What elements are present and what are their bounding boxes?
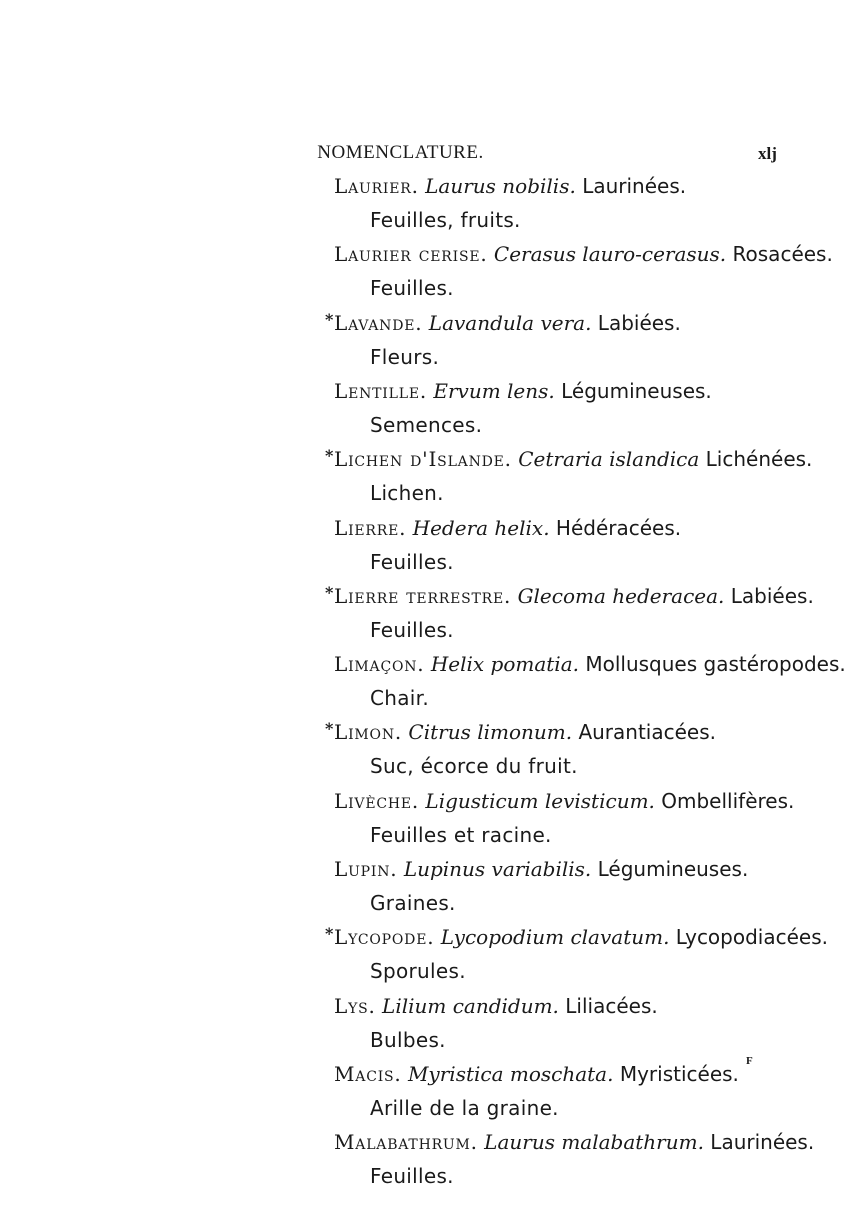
common-name: Malabathrum.: [334, 1130, 478, 1155]
entry-heading: [334, 446, 812, 472]
plant-family: Mollusques gastéropodes.: [585, 652, 846, 677]
asterisk-mark: *: [325, 309, 334, 329]
plant-family: Laurinées.: [582, 174, 687, 198]
latin-name: Lilium candidum.: [382, 993, 559, 1018]
latin-name: Lycopodium clavatum.: [440, 925, 670, 950]
common-name: Lentille.: [334, 378, 427, 403]
used-part: Sporules.: [370, 959, 466, 984]
asterisk-mark: *: [325, 924, 334, 944]
entry-heading: [334, 651, 846, 677]
used-part: Feuilles.: [370, 1164, 454, 1189]
latin-name: Glecoma hederacea.: [517, 583, 725, 608]
plant-family: Hédéracées.: [555, 515, 682, 540]
latin-name: Laurus nobilis.: [425, 174, 576, 198]
plant-family: Rosacées.: [732, 242, 833, 267]
asterisk-mark: *: [325, 582, 334, 602]
common-name: Lierre terrestre.: [334, 583, 512, 608]
latin-name: Citrus limonum.: [408, 720, 573, 745]
plant-family: Lycopodiacées.: [675, 925, 828, 950]
used-part: Semences.: [370, 412, 483, 437]
plant-family: Liliacées.: [565, 993, 658, 1018]
entry-heading: [334, 719, 716, 745]
used-part: Feuilles et racine.: [370, 822, 552, 847]
entry-heading: [334, 310, 681, 336]
latin-name: Myristica moschata.: [407, 1061, 614, 1086]
latin-name: Cetraria islandica: [518, 447, 700, 472]
used-part: Feuilles, fruits.: [370, 208, 521, 232]
common-name: Limaçon.: [334, 652, 425, 677]
used-part: Feuilles.: [370, 276, 454, 301]
entry-heading: [334, 173, 686, 199]
plant-family: Légumineuses.: [561, 378, 712, 403]
common-name: Lavande.: [334, 310, 423, 335]
used-part: Bulbes.: [370, 1027, 446, 1052]
page-number: xlj: [758, 144, 777, 163]
common-name: Lycopode.: [334, 925, 435, 950]
common-name: Lierre.: [334, 515, 407, 540]
common-name: Lys.: [334, 993, 376, 1018]
common-name: Laurier cerise.: [334, 242, 488, 267]
plant-family: Labiées.: [730, 583, 814, 608]
entry-heading: [334, 856, 748, 882]
latin-name: Hedera helix.: [412, 515, 550, 540]
latin-name: Cerasus lauro-cerasus.: [493, 242, 727, 267]
latin-name: Ervum lens.: [433, 378, 555, 403]
common-name: Lupin.: [334, 857, 398, 881]
plant-family: Aurantiacées.: [578, 720, 717, 745]
latin-name: Lupinus variabilis.: [403, 857, 592, 881]
entry-heading: [334, 1129, 814, 1155]
plant-family: Labiées.: [597, 310, 681, 335]
plant-family: Légumineuses.: [597, 857, 749, 881]
used-part: Suc, écorce du fruit.: [370, 754, 578, 779]
latin-name: Laurus malabathrum.: [484, 1130, 704, 1155]
used-part: Fleurs.: [370, 344, 440, 369]
used-part: Chair.: [370, 686, 429, 711]
asterisk-mark: *: [325, 446, 334, 466]
latin-name: Lavandula vera.: [428, 310, 592, 335]
used-part: Arille de la graine.: [370, 1095, 559, 1120]
common-name: Laurier.: [334, 174, 419, 198]
entry-heading: [334, 993, 658, 1019]
common-name: Livèche.: [334, 788, 420, 813]
used-part: Feuilles.: [370, 549, 454, 574]
entry-heading: [334, 924, 828, 950]
common-name: Lichen d'Islande.: [334, 447, 512, 472]
running-header: [0, 140, 801, 170]
asterisk-mark: *: [325, 719, 334, 739]
used-part: Feuilles.: [370, 617, 454, 642]
plant-family: Myristicées.: [619, 1061, 739, 1086]
used-part: Graines.: [370, 891, 456, 915]
common-name: Limon.: [334, 720, 403, 745]
plant-family: Ombellifères.: [661, 788, 795, 813]
entry-heading: [334, 241, 833, 267]
entry-heading: [334, 583, 814, 609]
page-title: NOMENCLATURE.: [317, 142, 484, 163]
entry-heading: [334, 1061, 739, 1087]
latin-name: Ligusticum levisticum.: [425, 788, 655, 813]
plant-family: Laurinées.: [710, 1130, 815, 1155]
plant-family: Lichénées.: [705, 447, 813, 472]
entry-heading: [334, 378, 712, 404]
common-name: Macis.: [334, 1061, 402, 1086]
entry-heading: [334, 515, 681, 541]
printer-signature: F: [746, 1055, 753, 1067]
entry-heading: [334, 788, 794, 814]
used-part: Lichen.: [370, 481, 444, 506]
latin-name: Helix pomatia.: [430, 652, 579, 677]
